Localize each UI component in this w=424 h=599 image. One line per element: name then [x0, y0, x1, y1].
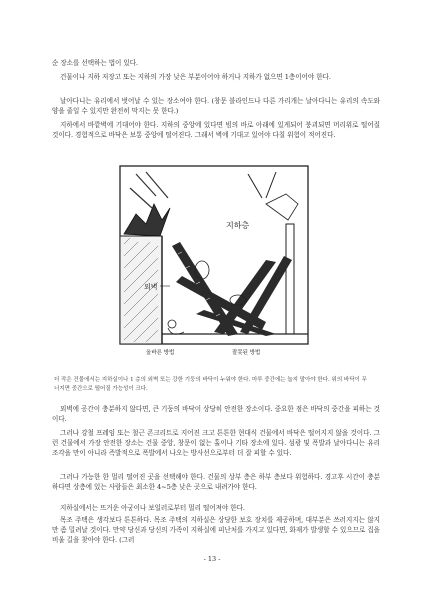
paragraph-2: 건물이나 지하 저장고 또는 지하의 가장 낮은 부분이어야 하거나 지하가 없으면 1층이어야 한다.	[60, 73, 331, 81]
paragraph-7: 그러나 가능한 한 멀리 떨어진 곳을 선택해야 한다. 건물의 상부 층은 하부 층보다 위험하다. 경고후 시간이 충분하다면 상층에 있는 사람들은 최소한 4~5층 낮은 곳으로 내려가야 한다.	[52, 473, 380, 491]
paragraph-8: 지하실에서는 뜨거운 아궁이나 보일러로부터 멀리 떨어져야 한다.	[60, 504, 245, 512]
paragraph-5: 외벽에 공간이 충분하지 않다면, 큰 기둥의 바닥이 상당히 안전한 장소이다. 중요한 점은 바닥의 중간을 피하는 것이다.	[52, 405, 380, 423]
paragraph-1: 순 장소를 선택하는 법이 있다.	[52, 59, 139, 67]
label-wrong-method: 잘못된 방법	[232, 350, 261, 356]
label-outer-wall: 외벽	[144, 283, 158, 291]
paragraph-6: 그러나 강철 프레임 또는 철근 콘크리트로 지어진 크고 튼튼한 현대식 건물에서 바닥은 떨어지지 않을 것이다. 그런 건물에서 가장 안전한 장소는 건물 중앙, 창문이 없는 홀이나 기타 장소에 있다. 섬광 및 폭발과 날아다니는 유리 조각을 만이 아니라 즉발적으로 폭발에서 나오는 방사선으로부터 더 잘 피할 수 있다.	[52, 429, 380, 457]
paragraph-4: 지하에서 바깥벽에 기대어야 한다. 지하의 중앙에 있다면 빔의 바로 아래에 있게되어 붕괴되면 머리위로 떨어질 것이다. 경험적으로 바닥은 보통 중앙에 떨어진다. 그래서 벽에 기대고 있어야 다칠 위험이 적어진다.	[52, 121, 380, 139]
page-number: - 13 -	[203, 555, 221, 563]
label-correct-method: 올바른 방법	[146, 350, 175, 356]
paragraph-3: 날아다니는 유리에서 벗어날 수 있는 장소여야 한다. (창문 블라인드나 다른 가리개는 날아다니는 유리의 속도와 양을 줄일 수 있지만 완전히 막지는 못 한다.)	[52, 97, 380, 115]
label-basement: 지하층	[226, 221, 250, 230]
figure-caption: 더 작은 건물에서는 지하실이나 1 층의 외벽 또는 강한 기둥의 바닥이 누워야 한다. 마루 중간에는 눕지 말아야 한다. 위의 바닥이 무너지면 중간으로 떨어질 가능성이 크다.	[54, 377, 367, 392]
shelter-illustration	[116, 164, 312, 364]
paragraph-9: 목조 주택은 생각보다 튼튼하다. 목조 주택의 지하실은 상당한 보호 장치를 제공하며, 대부분은 쓰러지지는 않지만 좀 밀려날 것이다. 만약 당신과 당신의 가족이 지하실에 피난처를 가지고 있다면, 화재가 발생할 수 있으므로 집을 비울 길을 찾아야 한다. (그러	[52, 516, 380, 544]
